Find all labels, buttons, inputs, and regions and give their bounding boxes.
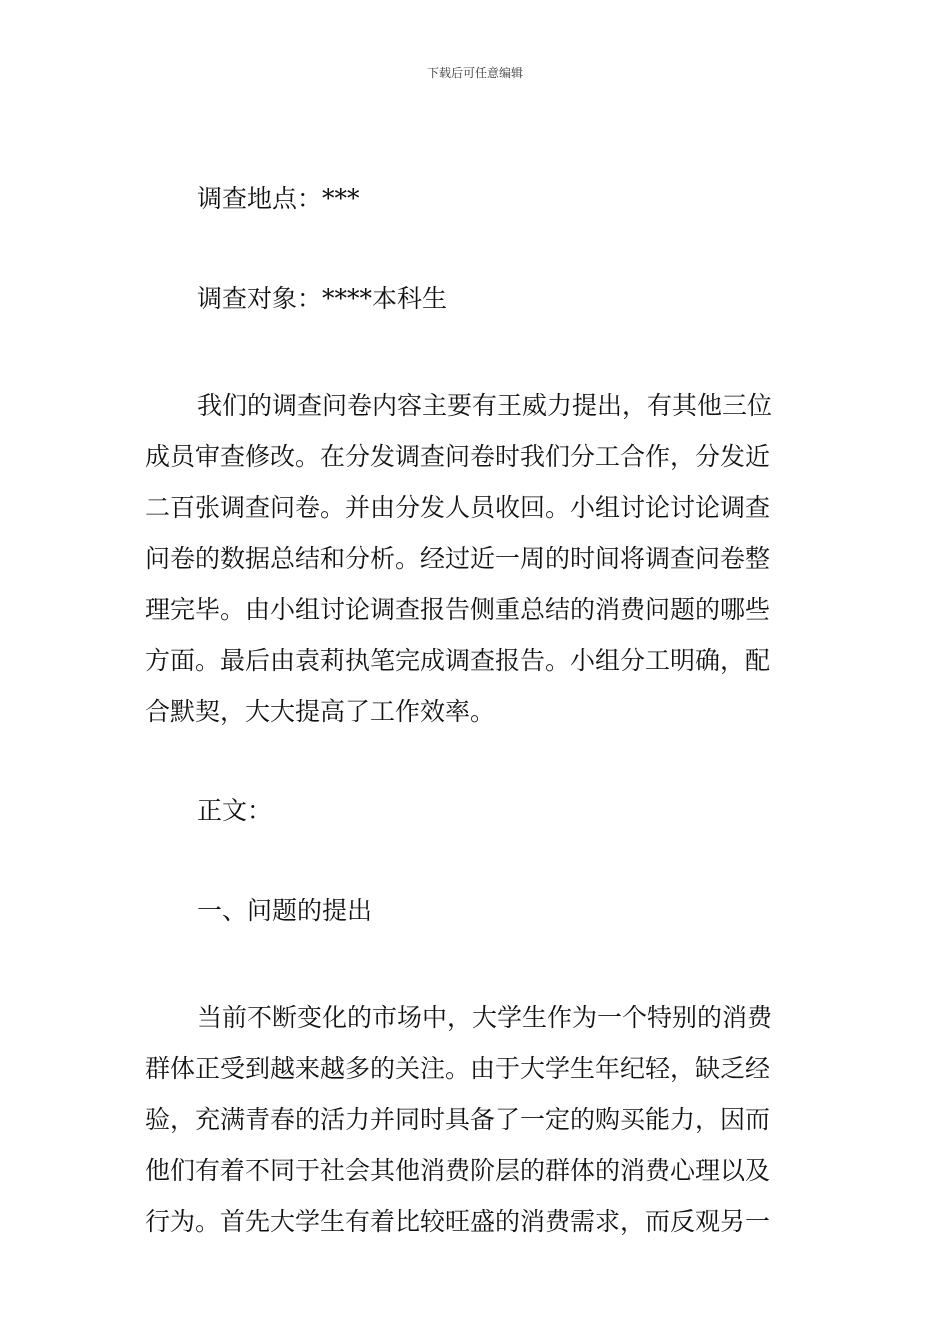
section-title: 一、问题的提出 <box>197 896 373 925</box>
survey-subjects: 调查对象：****本科生 <box>197 284 448 313</box>
paragraph-1-line: 问卷的数据总结和分析。经过近一周的时间将调查问卷整 <box>145 544 771 573</box>
survey-location: 调查地点：*** <box>197 184 360 213</box>
paragraph-1-line: 二百张调查问卷。并由分发人员收回。小组讨论讨论调查 <box>145 493 771 522</box>
paragraph-1-line: 成员审查修改。在分发调查问卷时我们分工合作，分发近 <box>145 442 771 471</box>
paragraph-2-line: 验，充满青春的活力并同时具备了一定的购买能力，因而 <box>145 1105 771 1134</box>
paragraph-1-line: 方面。最后由袁莉执笔完成调查报告。小组分工明确，配 <box>145 646 771 675</box>
paragraph-1-line: 理完毕。由小组讨论调查报告侧重总结的消费问题的哪些 <box>145 595 771 624</box>
paragraph-2-line: 他们有着不同于社会其他消费阶层的群体的消费心理以及 <box>145 1156 771 1185</box>
paragraph-2-line: 当前不断变化的市场中，大学生作为一个特别的消费 <box>197 1003 773 1032</box>
paragraph-1 <box>145 380 805 737</box>
paragraph-1-line: 我们的调查问卷内容主要有王威力提出，有其他三位 <box>197 391 773 420</box>
paragraph-2 <box>145 992 805 1247</box>
paragraph-2-line: 群体正受到越来越多的关注。由于大学生年纪轻，缺乏经 <box>145 1054 771 1083</box>
document-body <box>145 180 805 1247</box>
body-label: 正文： <box>197 796 273 825</box>
paragraph-2-line: 行为。首先大学生有着比较旺盛的消费需求，而反观另一 <box>145 1207 771 1236</box>
paragraph-1-line: 合默契，大大提高了工作效率。 <box>145 697 496 726</box>
page-header: 下载后可任意编辑 <box>426 66 523 80</box>
